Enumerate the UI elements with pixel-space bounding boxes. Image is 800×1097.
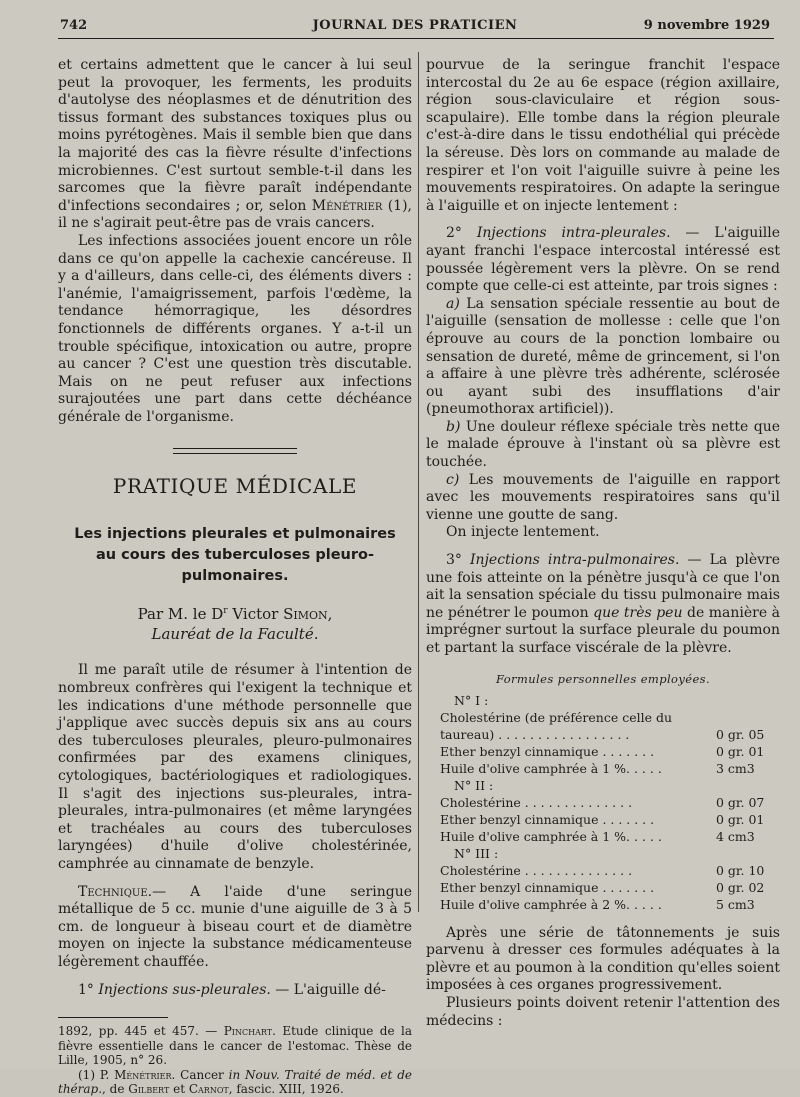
header-rule xyxy=(58,38,774,39)
left-column xyxy=(58,57,412,1097)
item-sus-pleurales: 1° Injections sus-pleurales. — L'aiguille dé- xyxy=(78,981,386,998)
item-intra-pulmonaires: 3° Injections intra-pulmonaires. — La plèvre une fois atteinte on la pénètre jusqu'à ce que l'on ait la sensation spéciale du tissu pulmonaire mais ne pénétrer le poumon que très peu de manière à imprégner surtout la surface pleurale du poumon et partant la surface viscérale de la plèvre. xyxy=(426,552,781,656)
continuation-paragraph: et certains admettent que le cancer à lui seul peut la provoquer, les ferments, les produits d'autolyse des néoplasmes et de dénutrition des tissus formant des substances toxiques plus ou moins pyrétogènes. Mais il semble bien que dans la majorité des cas la fièvre résulte d'infections microbiennes. C'est surtout semble-t-il dans les sarcomes que la fièvre paraît indépendante d'infections secondaires ; or, selon Ménétrier (1), il ne s'agirait peut-être pas de vrais cancers. xyxy=(58,57,412,232)
sign-b: b) Une douleur réflexe spéciale très nette que le malade éprouve à l'instant où sa plèvre est touchée. xyxy=(426,418,780,471)
formula-row: Huile d'olive camphrée à 1 %. . . . . 4 cm3 xyxy=(440,828,755,844)
formula-row: Cholestérine . . . . . . . . . . . . . . 0 gr. 10 xyxy=(440,862,765,878)
article-title: Les injections pleurales et pulmonaires au cours des tuberculoses pleuro-pulmonaires. xyxy=(74,526,396,585)
formula-row: Cholestérine . . . . . . . . . . . . . . 0 gr. 07 xyxy=(440,794,765,810)
footnote-rule xyxy=(58,1017,168,1018)
formula-row: Ether benzyl cinnamique . . . . . . . 0 gr. 01 xyxy=(440,743,765,759)
formula-number: N° I : xyxy=(454,692,489,708)
formula-row: Huile d'olive camphrée à 2 %. . . . . 5 cm3 xyxy=(440,896,755,912)
issue-date: 9 novembre 1929 xyxy=(643,18,770,33)
author-surname: Simon xyxy=(283,605,328,624)
formula-row: Huile d'olive camphrée à 1 %. . . . . 3 cm3 xyxy=(440,760,755,776)
formula-row: Ether benzyl cinnamique . . . . . . . 0 gr. 01 xyxy=(440,811,765,827)
journal-title: JOURNAL DES PRATICIEN xyxy=(312,18,518,33)
author-name: Ménétrier xyxy=(311,197,383,214)
formula-number: N° II : xyxy=(454,777,494,793)
sign-a: a) La sensation spéciale ressentie au bout de l'aiguille (sensation de mollesse : celle que l'on éprouve au cours de la ponction lombaire ou sensation de dureté, même de grincement, si l'on a affaire à une plèvre très adhérente, sclérosée ou ayant subi des insufflations d'air (pneumothorax artificiel)). xyxy=(426,295,780,418)
intro-paragraph: Il me paraît utile de résumer à l'intention de nombreux confrères qui l'exigent la technique et les indications d'une méthode personnelle que j'applique avec succès depuis six ans au cours des tuberculoses pleurales, pleuro-pulmonaires confirmées par des examens cliniques, cytologiques, bactériologiques et radiologiques. Il s'agit des injections sus-pleurales, intra-pleurales, intra-pulmonaires (et même laryngées et trachéales au cours des tuberculoses laryngées) d'huile d'olive cholestérinée, camphrée au cinnamate de benzyle. xyxy=(58,662,412,872)
technique-paragraph: Technique.— A l'aide d'une seringue métallique de 5 cc. munie d'une aiguille de 3 à 5 cm. de longueur à biseau court et de diamètre moyen on injecte la substance médicamenteuse légèrement chauffée. xyxy=(58,883,412,970)
section-title: PRATIQUE MÉDICALE xyxy=(112,474,358,499)
formulas-table xyxy=(426,672,780,913)
footnote-1: (1) P. Ménétrier. Cancer in Nouv. Traité de méd. et de thérap., de Gilbert et Carnot, fascic. XIII, 1926. xyxy=(58,1067,412,1097)
conclusion-paragraph: Après une série de tâtonnements je suis parvenu à dresser ces formules adéquates à la plèvre et au poumon à la condition qu'elles soient imposées à ces organes progressivement. xyxy=(426,924,780,994)
formula-number: N° III : xyxy=(454,845,499,861)
continuation-paragraph-right: pourvue de la seringue franchit l'espace intercostal du 2e au 6e espace (région axillaire, région sous-claviculaire et région sous-scapulaire). Elle tombe dans la région pleurale c'est-à-dire dans le tissu endothélial qui précède la séreuse. Dès lors on commande au malade de respirer et l'on voit l'aiguille suivre à peine les mouvements respiratoires. On adapte la seringue à l'aiguille et on injecte lentement : xyxy=(426,57,780,214)
closing-line: Plusieurs points doivent retenir l'attention des médecins : xyxy=(426,994,780,1029)
inject-line: On injecte lentement. xyxy=(446,524,600,541)
formula-row: Cholestérine (de préférence celle du taureau) . . . . . . . . . . . . . . . . . 0 gr. 05 xyxy=(440,709,765,742)
column-divider xyxy=(418,52,419,912)
page-number: 742 xyxy=(60,18,88,33)
section-separator xyxy=(173,448,297,454)
footnote-pinchart: 1892, pp. 445 et 457. — Pinchart. Etude clinique de la fièvre essentielle dans le cancer de l'estomac. Thèse de Lille, 1905, n° 26. xyxy=(58,1024,412,1068)
author-affiliation: Lauréat de la Faculté. xyxy=(151,625,319,644)
formula-row: Ether benzyl cinnamique . . . . . . . 0 gr. 02 xyxy=(440,879,765,895)
paragraph-cachexie: Les infections associées jouent encore un rôle dans ce qu'on appelle la cachexie cancéreuse. Il y a d'ailleurs, dans celle-ci, des éléments divers : l'anémie, l'amaigrissement, parfois l'œdème, la tendance hémorragique, les désordres fonctionnels de différents organes. Y a-t-il un trouble spécifique, intoxication ou autre, propre au cancer ? C'est une question très discutable. Mais on ne peut refuser aux infections surajoutées une part dans cette déchéance générale de l'organisme. xyxy=(58,232,412,425)
footnotes xyxy=(58,1024,412,1097)
formulas-title: Formules personnelles employées. xyxy=(495,671,711,686)
byline: Par M. le $D^r$ Victor Simon, Lauréat de la Faculté. xyxy=(58,601,412,644)
running-header xyxy=(60,14,770,38)
sign-c: c) Les mouvements de l'aiguille en rapport avec les mouvements respiratoires sans qu'il vienne une goutte de sang. xyxy=(426,471,780,523)
right-column xyxy=(426,57,780,1030)
item-intra-pleurales: 2° Injections intra-pleurales. — L'aiguille ayant franchi l'espace intercostal intéressé est poussée légèrement vers la plèvre. On se rend compte que celle-ci est atteinte, par trois signes : xyxy=(426,225,780,295)
